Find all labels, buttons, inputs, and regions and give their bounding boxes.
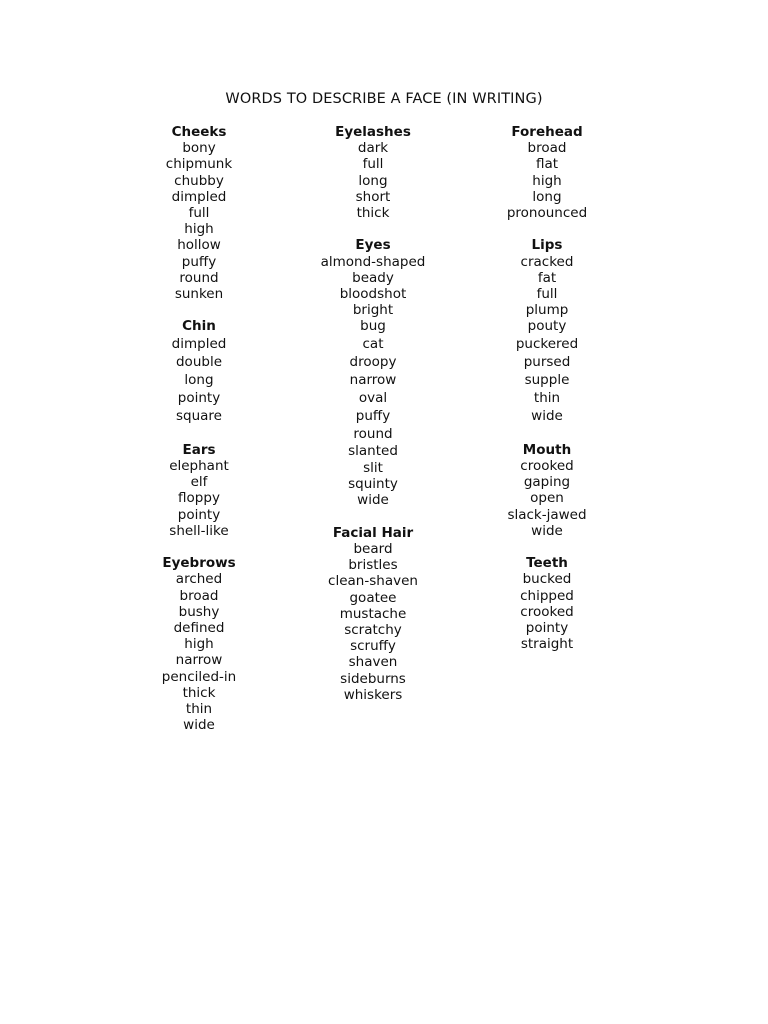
word-item: wide — [531, 522, 563, 539]
section-heading: Chin — [182, 318, 216, 335]
section-ears — [109, 442, 289, 539]
word-item: pointy — [525, 620, 569, 637]
spacer — [283, 509, 463, 525]
word-item: chipped — [520, 587, 574, 604]
word-item: full — [188, 205, 210, 222]
page-title: WORDS TO DESCRIBE A FACE (IN WRITING) — [225, 91, 543, 107]
word-item: pointy — [177, 506, 221, 523]
word-item: straight — [520, 636, 574, 653]
word-item: dark — [357, 140, 389, 157]
word-item: full — [362, 156, 384, 173]
word-item: slit — [363, 460, 383, 477]
word-item: dimpled — [171, 188, 227, 205]
word-item: fat — [537, 269, 557, 286]
section-lips — [457, 237, 637, 425]
section-facial-hair — [283, 525, 463, 703]
word-item: double — [175, 353, 222, 370]
word-item: shaven — [348, 654, 398, 671]
word-item: hollow — [177, 237, 221, 254]
word-item: pursed — [523, 353, 571, 370]
word-item: plump — [525, 302, 569, 319]
section-eyelashes — [283, 124, 463, 221]
section-cheeks — [109, 124, 289, 302]
spacer — [109, 539, 289, 555]
section-mouth — [457, 442, 637, 539]
word-item: high — [532, 172, 562, 189]
word-item: bucked — [522, 571, 572, 588]
word-item: pronounced — [506, 205, 588, 222]
word-item: squinty — [348, 476, 398, 493]
word-item: beard — [353, 541, 393, 558]
word-item: goatee — [349, 589, 397, 606]
word-item: puffy — [181, 253, 217, 270]
word-item: droopy — [349, 353, 397, 370]
word-item: elephant — [169, 458, 229, 475]
word-item: scratchy — [344, 622, 402, 639]
word-item: round — [353, 425, 393, 442]
word-item: crooked — [520, 458, 574, 475]
word-item: thin — [185, 701, 213, 718]
word-item: pouty — [527, 318, 567, 335]
section-heading: Cheeks — [171, 124, 227, 140]
spacer — [457, 539, 637, 555]
word-item: pointy — [177, 390, 221, 407]
word-item: long — [184, 372, 214, 389]
word-item: defined — [173, 620, 225, 637]
word-item: wide — [531, 408, 563, 425]
word-item: short — [355, 188, 391, 205]
word-item: slack-jawed — [507, 506, 587, 523]
word-item: narrow — [175, 652, 223, 669]
word-item: bright — [352, 302, 394, 319]
word-item: puffy — [355, 408, 391, 425]
spacer — [457, 221, 637, 237]
spacer — [283, 221, 463, 237]
word-item: thick — [182, 684, 216, 701]
word-item: high — [184, 221, 214, 238]
word-item: slanted — [348, 442, 398, 459]
word-item: puckered — [515, 335, 579, 352]
word-item: narrow — [349, 372, 397, 389]
section-heading: Eyelashes — [335, 124, 411, 140]
word-item: crooked — [520, 603, 574, 620]
word-item: dimpled — [171, 335, 227, 352]
section-heading: Eyes — [355, 237, 391, 254]
word-item: broad — [179, 587, 219, 604]
word-item: bushy — [178, 603, 220, 620]
section-heading: Forehead — [511, 124, 583, 140]
word-item: wide — [183, 717, 215, 734]
column-left — [109, 124, 289, 733]
word-item: clean-shaven — [328, 573, 418, 590]
word-item: bloodshot — [339, 286, 407, 303]
word-item: scruffy — [350, 638, 396, 655]
word-item: supple — [524, 372, 570, 389]
word-item: elf — [190, 474, 208, 491]
word-item: chubby — [174, 172, 224, 189]
word-item: gaping — [523, 474, 571, 491]
word-item: sideburns — [340, 670, 406, 687]
column-right — [457, 124, 637, 652]
spacer — [457, 426, 637, 442]
word-item: square — [176, 408, 222, 425]
word-item: cat — [362, 335, 384, 352]
word-item: whiskers — [343, 686, 403, 703]
word-item: broad — [527, 140, 567, 157]
word-item: thin — [533, 390, 561, 407]
section-heading: Lips — [531, 237, 563, 254]
word-item: full — [536, 286, 558, 303]
word-item: penciled-in — [161, 668, 237, 685]
section-heading: Mouth — [522, 441, 572, 458]
word-item: cracked — [520, 253, 574, 270]
word-item: chipmunk — [165, 156, 233, 173]
spacer — [109, 426, 289, 442]
word-item: long — [358, 172, 388, 189]
column-middle — [283, 124, 463, 703]
word-item: sunken — [174, 286, 224, 303]
word-item: floppy — [178, 490, 220, 507]
word-item: long — [532, 188, 562, 205]
word-item: shell-like — [169, 522, 229, 539]
word-item: bony — [182, 140, 216, 157]
word-item: bug — [360, 318, 386, 335]
word-item: high — [184, 636, 214, 653]
word-item: wide — [357, 492, 389, 509]
word-item: almond-shaped — [320, 253, 426, 270]
word-item: flat — [535, 156, 559, 173]
section-chin — [109, 318, 289, 425]
word-item: oval — [358, 390, 388, 407]
section-eyes — [283, 237, 463, 508]
word-item: beady — [352, 269, 394, 286]
word-item: arched — [175, 571, 223, 588]
word-item: bristles — [348, 557, 398, 574]
section-heading: Facial Hair — [332, 524, 414, 541]
section-heading: Teeth — [526, 555, 568, 572]
word-item: round — [179, 269, 219, 286]
word-item: thick — [356, 205, 390, 222]
word-item: mustache — [339, 605, 407, 622]
section-heading: Ears — [182, 441, 216, 458]
section-heading: Eyebrows — [162, 555, 236, 572]
spacer — [109, 302, 289, 318]
section-forehead — [457, 124, 637, 221]
word-item: open — [530, 490, 564, 507]
section-eyebrows — [109, 555, 289, 733]
section-teeth — [457, 555, 637, 652]
